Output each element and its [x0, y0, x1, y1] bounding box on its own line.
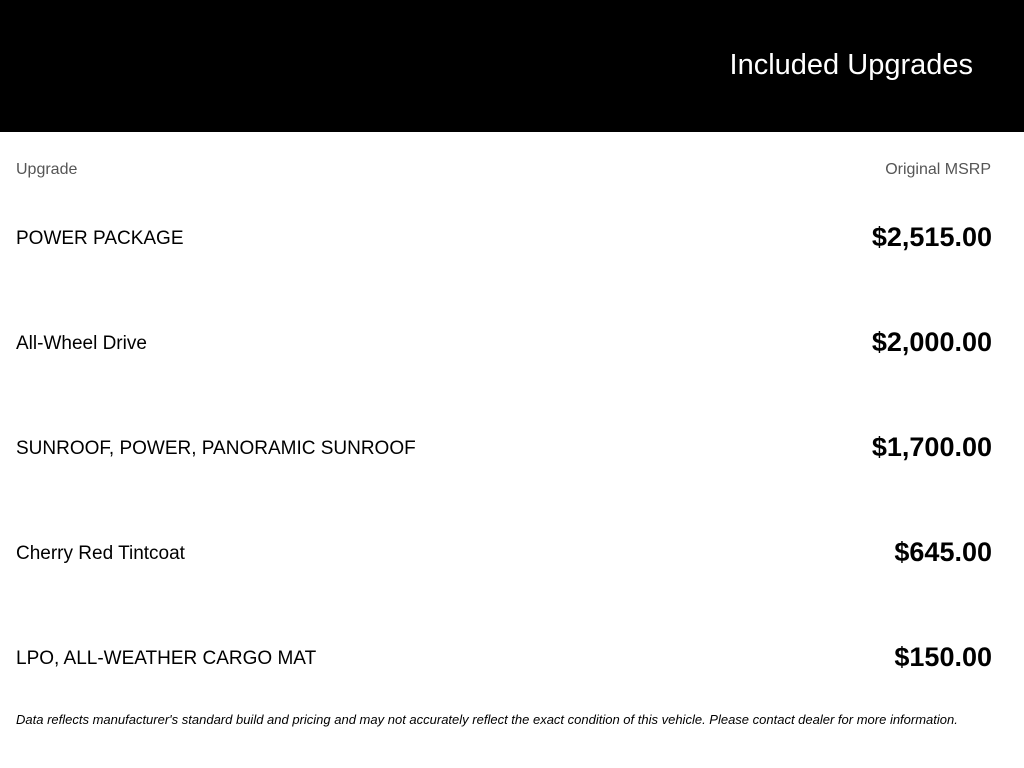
upgrade-name: LPO, ALL-WEATHER CARGO MAT: [16, 648, 317, 669]
column-header-upgrade: Upgrade: [16, 161, 78, 178]
table-row: [0, 395, 1024, 500]
table-row: [0, 290, 1024, 395]
upgrade-price: $2,000.00: [871, 327, 992, 357]
upgrade-name: SUNROOF, POWER, PANORAMIC SUNROOF: [16, 438, 416, 459]
table-row: [0, 500, 1024, 605]
upgrade-price: $150.00: [894, 642, 992, 672]
disclaimer-text: Data reflects manufacturer's standard build and pricing and may not accurately reflect the exact condition of this vehicle. Please contact dealer for more information.: [16, 712, 958, 727]
upgrades-table: [0, 185, 1024, 710]
page-title: Included Upgrades: [729, 49, 973, 81]
column-header-msrp: Original MSRP: [885, 161, 991, 178]
upgrade-price: $645.00: [894, 537, 992, 567]
upgrade-name: POWER PACKAGE: [16, 228, 184, 249]
header-banner: [0, 0, 1024, 132]
upgrade-price: $2,515.00: [871, 222, 992, 252]
upgrade-price: $1,700.00: [871, 432, 992, 462]
upgrade-name: Cherry Red Tintcoat: [16, 543, 185, 564]
upgrade-name: All-Wheel Drive: [16, 333, 147, 354]
table-row: [0, 185, 1024, 290]
table-row: [0, 605, 1024, 710]
